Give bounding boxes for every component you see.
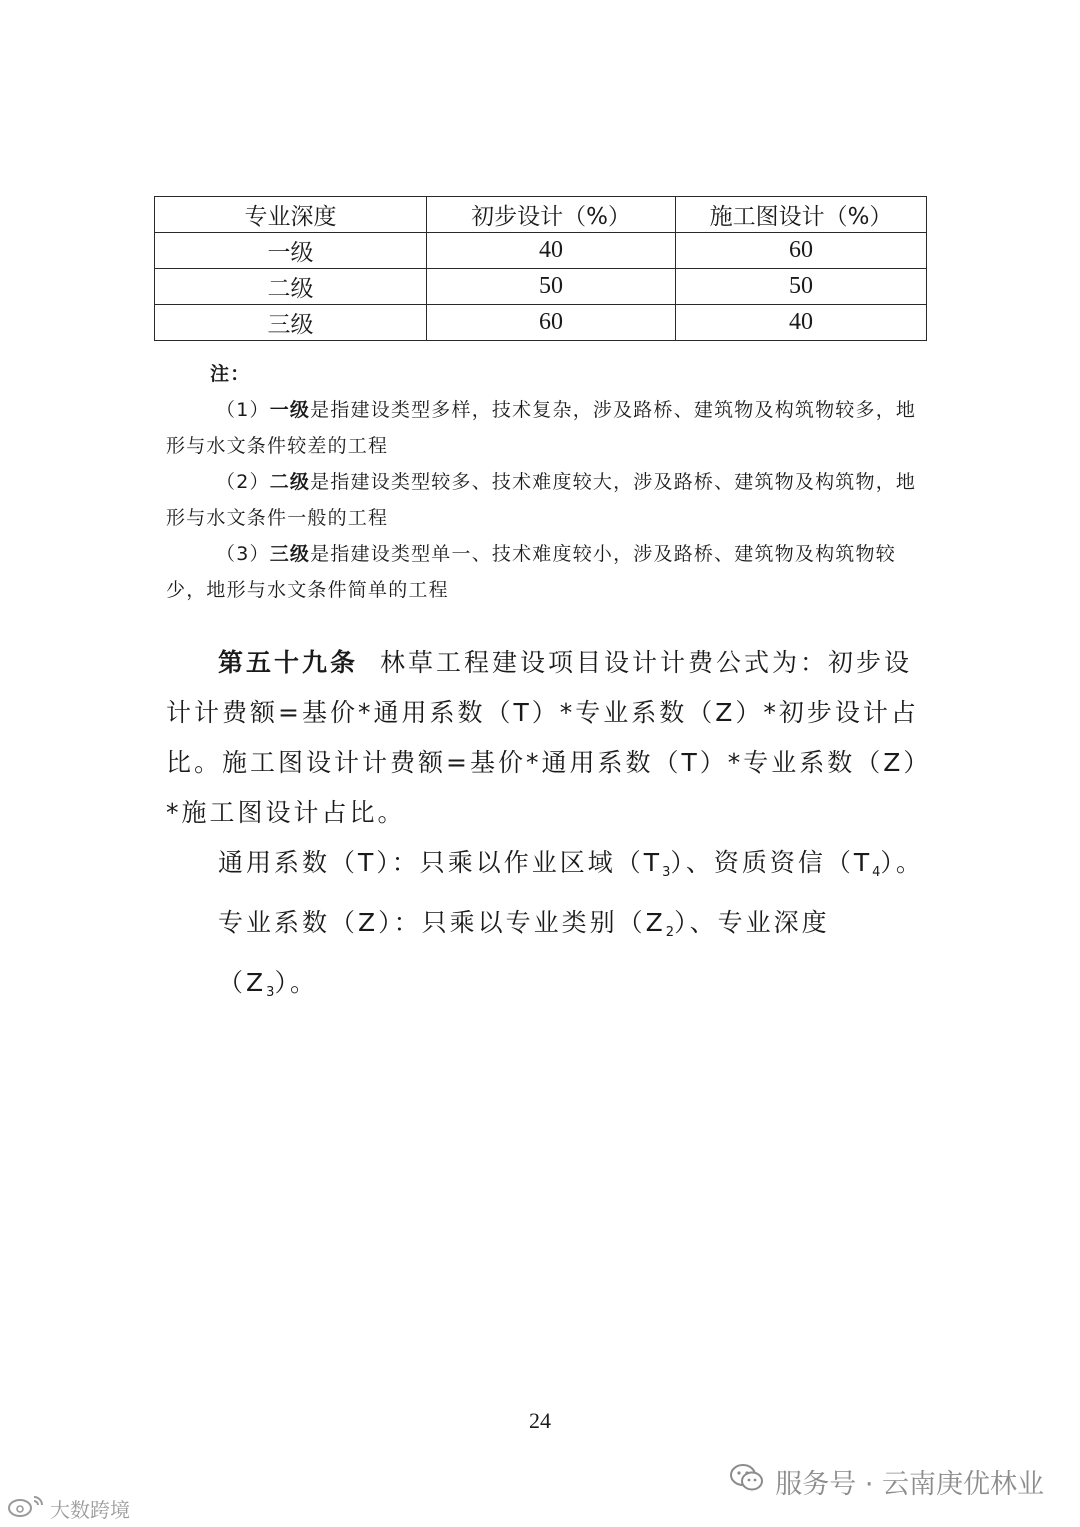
- line-text: ）。: [880, 848, 924, 877]
- table-header-row: [155, 197, 927, 233]
- note-item-level-3: [166, 536, 926, 608]
- cell-preliminary: 50: [427, 269, 676, 305]
- design-ratio-table: [154, 196, 927, 341]
- page-number: 24: [529, 1408, 551, 1433]
- article-59: [166, 638, 926, 1018]
- note-number: （1）: [216, 399, 270, 421]
- line-text: 专业系数（Z）：只乘以专业类别（: [218, 908, 646, 937]
- article-text: 林草工程建设项目设计计费公式为：初步设计计费额=基价*通用系数（T）*专业系数（Z）*初步设计占比。施工图设计计费额=基价*通用系数（T）*专业系数（Z）*施工图设计占比。: [166, 648, 919, 827]
- col-header-construction: 施工图设计（%）: [676, 197, 927, 233]
- line-text: ）。: [274, 968, 318, 997]
- table-notes: [166, 356, 926, 608]
- cell-level: 三级: [155, 305, 427, 341]
- watermark-text: 服务号 · 云南庚优林业: [775, 1469, 1044, 1500]
- wechat-icon: [729, 1463, 765, 1500]
- symbol: Z: [246, 968, 267, 997]
- cell-construction: 50: [676, 269, 927, 305]
- symbol: Z: [645, 908, 666, 937]
- subscript: 3: [662, 865, 671, 880]
- note-level: 一级: [269, 399, 311, 421]
- article-paragraph: [166, 638, 926, 838]
- note-number: （2）: [216, 471, 270, 493]
- weibo-icon: [6, 1493, 46, 1524]
- weibo-watermark: [6, 1493, 130, 1524]
- symbol: T: [853, 848, 873, 877]
- col-header-preliminary: 初步设计（%）: [427, 197, 676, 233]
- line-text: ）、专业深度（: [218, 908, 830, 997]
- article-number: 第五十九条: [218, 648, 359, 677]
- cell-preliminary: 60: [427, 305, 676, 341]
- line-text: 通用系数（T）：只乘以作业区域（: [218, 848, 644, 877]
- note-text: 是指建设类型较多、技术难度较大，涉及路桥、建筑物及构筑物，地形与水文条件一般的工程: [166, 471, 917, 529]
- note-text: 是指建设类型单一、技术难度较小，涉及路桥、建筑物及构筑物较少，地形与水文条件简单的工程: [166, 543, 896, 601]
- special-coefficient-line: [166, 898, 926, 1018]
- watermark-text: 大数跨境: [50, 1498, 130, 1522]
- table-row: [155, 233, 927, 269]
- line-text: ）、资质资信（: [670, 848, 854, 877]
- note-item-level-1: [166, 392, 926, 464]
- general-coefficient-line: [166, 838, 926, 898]
- table-row: [155, 305, 927, 341]
- cell-construction: 60: [676, 233, 927, 269]
- cell-construction: 40: [676, 305, 927, 341]
- notes-heading: 注：: [210, 363, 251, 385]
- subscript: 4: [872, 865, 881, 880]
- col-header-depth: 专业深度: [155, 197, 427, 233]
- cell-level: 一级: [155, 233, 427, 269]
- note-level: 三级: [269, 543, 311, 565]
- table-row: [155, 269, 927, 305]
- note-level: 二级: [269, 471, 311, 493]
- subscript: 3: [266, 985, 275, 1000]
- cell-preliminary: 40: [427, 233, 676, 269]
- note-item-level-2: [166, 464, 926, 536]
- subscript: 2: [665, 925, 675, 940]
- note-text: 是指建设类型多样，技术复杂，涉及路桥、建筑物及构筑物较多，地形与水文条件较差的工程: [166, 399, 917, 457]
- wechat-watermark: [729, 1462, 1044, 1501]
- symbol: T: [643, 848, 663, 877]
- cell-level: 二级: [155, 269, 427, 305]
- note-number: （3）: [216, 543, 270, 565]
